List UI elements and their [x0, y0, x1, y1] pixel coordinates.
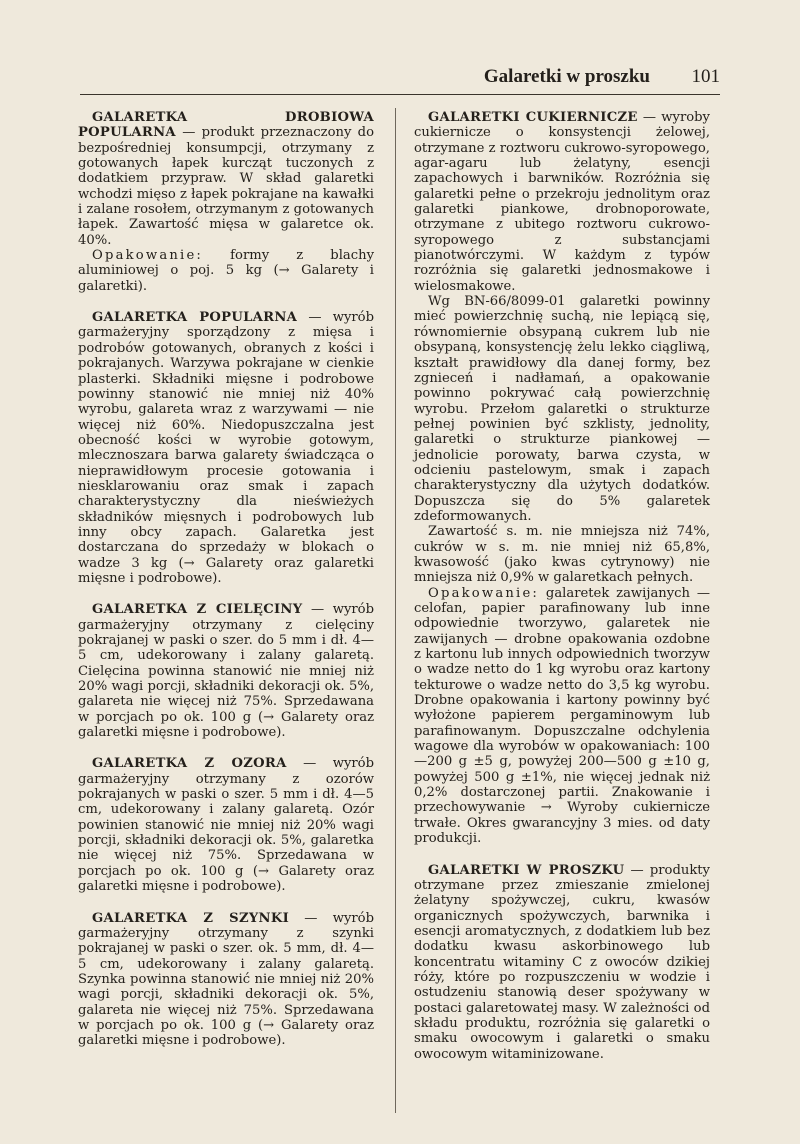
entry-galaretki-w-proszku [414, 863, 710, 1062]
entry-galaretka-z-cieleciny [78, 602, 374, 740]
entry-text: — produkt przeznaczony do bezpośredniej konsumpcji, otrzymany z gotowanych łapek kurcząt tuczonych z dodatkiem przypraw. W skład galaretki wchodzi mięso z łapek pokrajane na kawałki i zalane rosołem, otrzymanym z gotowanych łapek. Zawartość mięsa w galaretce ok. 40%. [78, 125, 374, 248]
column-divider [395, 108, 396, 1113]
entry-paragraph: Zawartość s. m. nie mniejsza niż 74%, cukrów w s. m. nie mniej niż 65,8%, kwasowość (jako kwas cytrynowy) nie mniejsza niż 0,9% w galaretkach pełnych. [414, 524, 710, 586]
entry-term: GALARETKI W PROSZKU [428, 862, 625, 878]
packaging-text: galaretek zawijanych — celofan, papier parafinowany lub inne odpowiednie tworzywo, galaretek nie zawijanych — drobne opakowania ozdobne z kartonu lub innych odpowiednich tworzyw o wadze netto do 1 kg wyrobu oraz kartony tekturowe o wadze netto do 3,5 kg wyrobu. Drobne opakowania i kartony powinny być wyłożone papierem pergaminowym lub parafinowanym. Dopuszczalne odchylenia wagowe dla wyrobów w opakowaniach: 100—200 g ±5 g, powyżej 200—500 g ±10 g, powyżej 500 g ±1%, nie więcej jednak niż 0,2% dostarczonej partii. Znakowanie i przechowywanie → Wyroby cukiernicze trwałe. Okres gwarancyjny 3 mies. od daty produkcji. [414, 585, 710, 847]
entry-galaretki-cukiernicze [414, 110, 710, 847]
entry-text: — wyrób garmażeryjny sporządzony z mięsa i podrobów gotowanych, obranych z kości i pokrajanych. Warzywa pokrajane w cienkie plasterki. Składniki mięsne i podrobowe powinny stanowić nie mniej niż 40% wyrobu, galareta wraz z warzywami — nie więcej niż 60%. Niedopuszczalna jest obecność kości w wyrobie gotowym, mlecznoszara barwa galarety świadcząca o nieprawidłowym procesie gotowania i niesklarowaniu oraz smak i zapach charakterystyczny dla nieświeżych składników mięsnych i podrobowych lub inny obcy zapach. Galaretka jest dostarczana do sprzedaży w blokach o wadze 3 kg (→ Galarety oraz galaretki mięsne i podrobowe). [78, 310, 374, 586]
entry-text: — produkty otrzymane przez zmieszanie zmielonej żelatyny spożywczej, cukru, kwasów organicznych spożywczych, barwnika i esencji aromatycznych, z dodatkiem lub bez dodatku kwasu askorbinowego lub koncentratu witaminy C z owoców dzikiej róży, które po rozpuszczeniu w wodzie i ostudzeniu stanowią deser spożywany w postaci galaretowatej masy. W zależności od składu produktu, rozróżnia się galaretki o smaku owocowym i galaretki o smaku owocowym witaminizowane. [414, 862, 710, 1062]
entry-paragraph: Wg BN-66/8099-01 galaretki powinny mieć powierzchnię suchą, nie lepiącą się, równomiernie obsypaną cukrem lub nie obsypaną, konsystencję żelu lekko ciągliwą, kształt prawidłowy dla danej formy, bez zgnieceń i nadłamań, a opakowanie powinno pokrywać całą powierzchnię wyrobu. Przełom galaretki o strukturze pełnej powinien być szklisty, jednolity, galaretki o strukturze piankowej — jednolicie porowaty, barwa czysta, w odcieniu pastelowym, smak i zapach charakterystyczny dla użytych dodatków. Dopuszcza się do 5% galaretek zdeformowanych. [414, 294, 710, 524]
entry-text: — wyrób garmażeryjny otrzymany z ozorów pokrajanych w paski o szer. 5 mm i dł. 4—5 cm, udekorowany i zalany galaretą. Ozór powinien stanowić nie mniej niż 20% wagi porcji, składniki dekoracji ok. 5%, galaretka nie więcej niż 75%. Sprzedawana w porcjach po ok. 100 g (→ Galarety oraz galaretki mięsne i podrobowe). [78, 756, 374, 895]
running-title: Galaretki w proszku [483, 66, 650, 87]
entry-term: GALARETKA Z CIELĘCINY [92, 602, 303, 618]
entry-term: GALARETKA Z OZORA [92, 756, 287, 772]
entry-galaretka-z-szynki [78, 911, 374, 1049]
entry-term: GALARETKI CUKIERNICZE [428, 110, 638, 125]
entry-text: — wyrób garmażeryjny otrzymany z cielęciny pokrajanej w paski o szer. do 5 mm i dł. 4—5 cm, udekorowany i zalany galaretą. Cielęcina powinna stanowić nie mniej niż 20% wagi porcji, składniki dekoracji ok. 5%, galareta nie więcej niż 75%. Sprzedawana w porcjach po ok. 100 g (→ Galarety oraz galaretki mięsne i podrobowe). [78, 602, 374, 741]
packaging-label: Opakowanie: [92, 248, 204, 264]
packaging-text: formy z blachy aluminiowej o poj. 5 kg (→ Galarety i galaretki). [78, 248, 374, 294]
entry-text: — wyrób garmażeryjny otrzymany z szynki pokrajanej w paski o szer. ok. 5 mm, dł. 4—5 cm, udekorowany i zalany galaretą. Szynka powinna stanowić nie mniej niż 20% wagi porcji, składniki dekoracji ok. 5%, galareta nie więcej niż 75%. Sprzedawana w porcjach po ok. 100 g (→ Galarety oraz galaretki mięsne i podrobowe). [78, 910, 374, 1049]
packaging-label: Opakowanie: [428, 585, 540, 601]
entry-term: GALARETKA POPULARNA [92, 310, 298, 326]
left-column [78, 110, 374, 1065]
page-number: 101 [691, 66, 720, 87]
entry-term: GALARETKA Z SZYNKI [92, 910, 290, 926]
entry-galaretka-drobiowa [78, 110, 374, 294]
entry-galaretka-z-ozora [78, 756, 374, 894]
page-header [80, 66, 720, 95]
right-column [414, 110, 710, 1078]
entry-galaretka-popularna [78, 310, 374, 586]
entry-text: — wyroby cukiernicze o konsystencji żelowej, otrzymane z roztworu cukrowo-syropowego, agar-agaru lub żelatyny, esencji zapachowych i barwników. Rozróżnia się galaretki pełne o przekroju jednolitym oraz galaretki piankowe, drobnoporowate, otrzymane z ubitego roztworu cukrowo-syropowego z substancjami pianotwórczymi. W każdym z typów rozróżnia się galaretki jednosmakowe i wielosmakowe. [414, 110, 710, 294]
entry-term: GALARETKA DROBIOWA POPULARNA [78, 110, 374, 141]
